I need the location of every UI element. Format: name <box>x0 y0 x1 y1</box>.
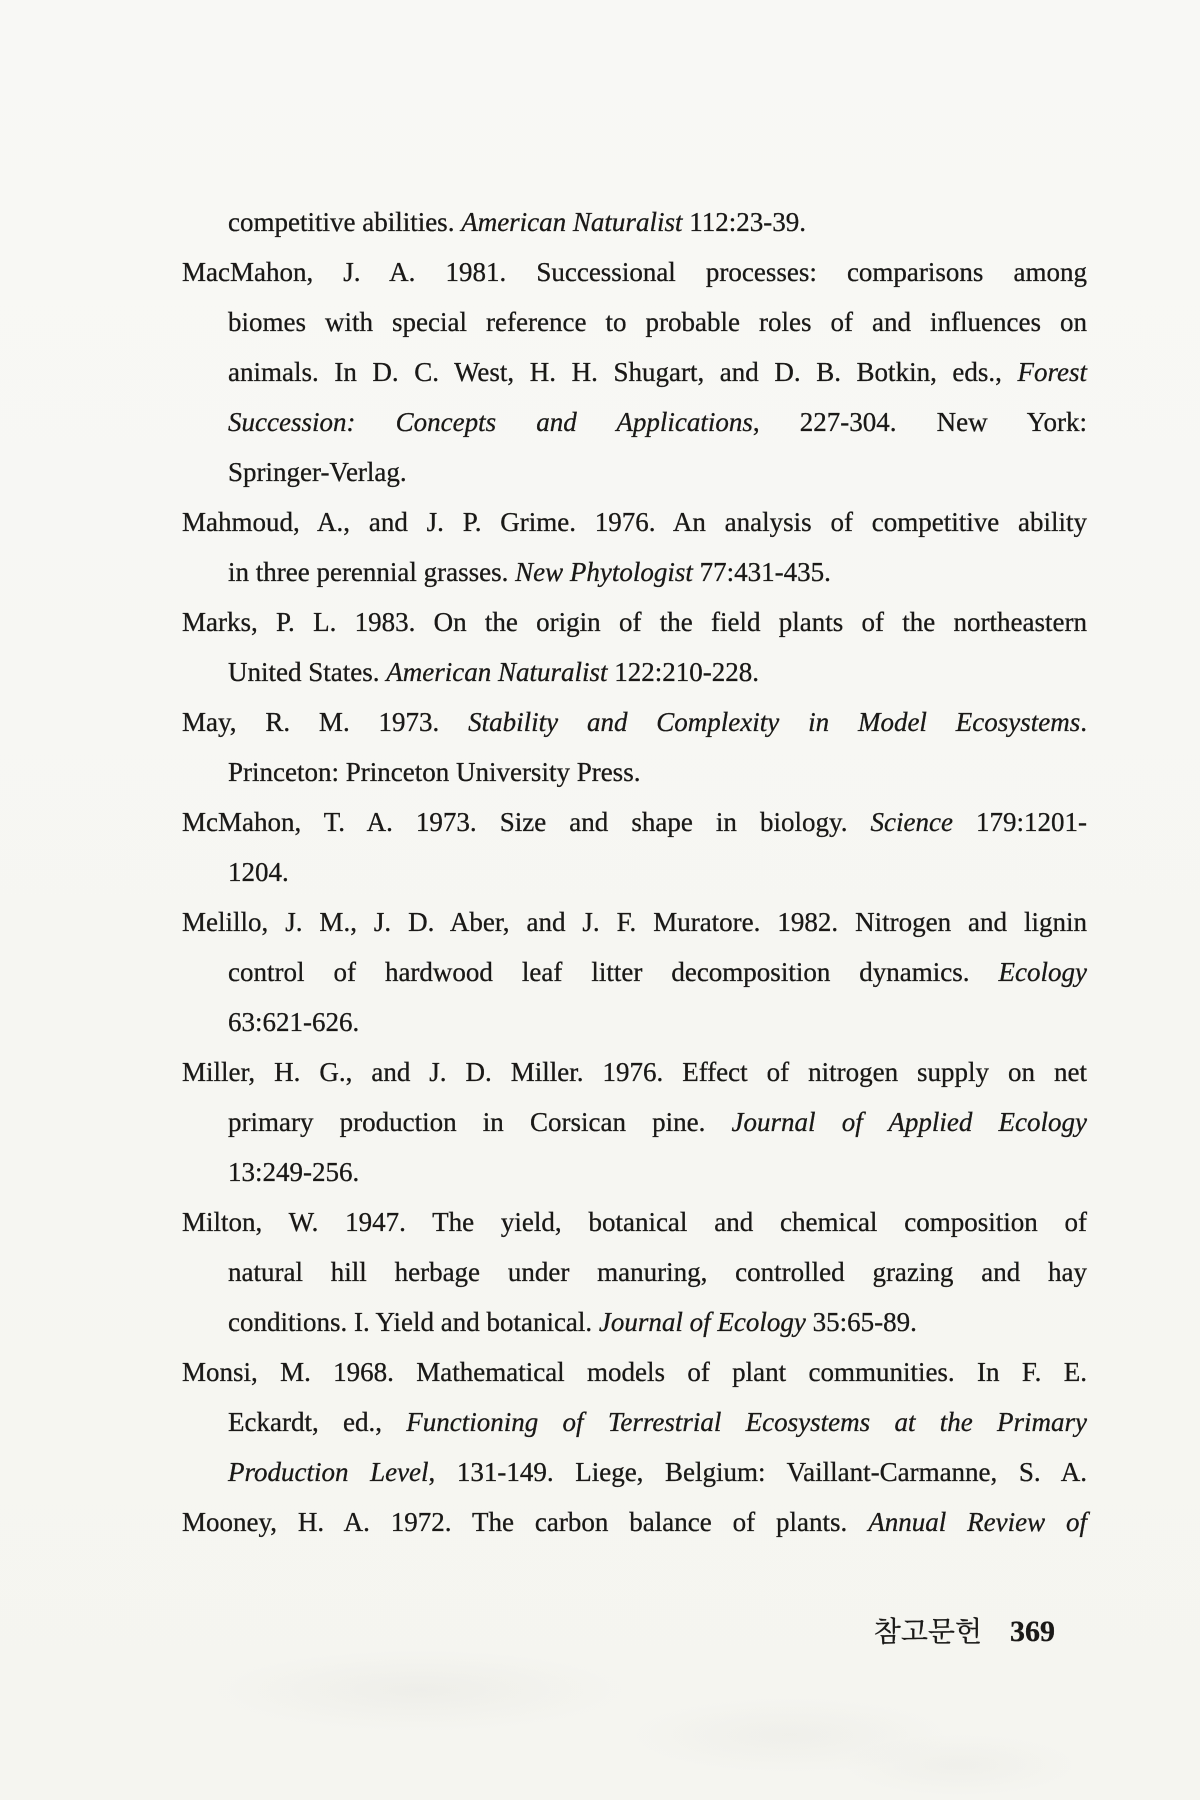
text-segment: 1204. <box>228 857 289 887</box>
italic-text-segment: Forest <box>1017 357 1087 387</box>
reference-entry <box>182 1497 1087 1547</box>
italic-text-segment: Functioning of Terrestrial Ecosystems at the Primary <box>406 1407 1088 1437</box>
reference-line <box>182 1247 1087 1297</box>
italic-text-segment: Journal of Applied Ecology <box>731 1107 1087 1137</box>
italic-text-segment: Science <box>870 807 953 837</box>
text-segment: Princeton: Princeton University Press. <box>228 757 641 787</box>
reference-line <box>182 1147 1087 1197</box>
reference-entry <box>182 697 1087 797</box>
reference-line <box>182 447 1087 497</box>
reference-line <box>182 897 1087 947</box>
reference-line <box>182 197 1087 247</box>
reference-line <box>182 247 1087 297</box>
reference-entry <box>182 897 1087 1047</box>
reference-line <box>182 1447 1087 1497</box>
italic-text-segment: American Naturalist <box>461 207 683 237</box>
text-segment: , 131-149. Liege, Belgium: Vaillant-Carmanne, S. A. <box>428 1457 1087 1487</box>
text-segment: May, R. M. 1973. <box>182 707 469 737</box>
reference-line <box>182 1047 1087 1097</box>
text-segment: . <box>1080 707 1087 737</box>
text-segment: conditions. I. Yield and botanical. <box>228 1307 599 1337</box>
text-segment: Milton, W. 1947. The yield, botanical and chemical composition of <box>182 1207 1087 1237</box>
italic-text-segment: Journal of Ecology <box>598 1307 806 1337</box>
italic-text-segment: New Phytologist <box>515 557 693 587</box>
reference-line <box>182 1497 1087 1547</box>
italic-text-segment: Stability and Complexity in Model Ecosystems <box>468 707 1081 737</box>
text-segment: primary production in Corsican pine. <box>228 1107 732 1137</box>
reference-entry <box>182 497 1087 597</box>
reference-line <box>182 647 1087 697</box>
text-segment: biomes with special reference to probable roles of and influences on <box>228 307 1087 337</box>
text-segment: 179:1201- <box>952 807 1087 837</box>
reference-line <box>182 347 1087 397</box>
reference-entry <box>182 597 1087 697</box>
text-segment: control of hardwood leaf litter decomposition dynamics. <box>228 957 999 987</box>
text-segment: 122:210-228. <box>607 657 759 687</box>
text-segment: in three perennial grasses. <box>228 557 516 587</box>
reference-line <box>182 747 1087 797</box>
reference-line <box>182 797 1087 847</box>
text-segment: Mooney, H. A. 1972. The carbon balance of plants. <box>182 1507 869 1537</box>
text-segment: 112:23-39. <box>682 207 806 237</box>
reference-line <box>182 1197 1087 1247</box>
text-segment: 63:621-626. <box>228 1007 360 1037</box>
text-segment: natural hill herbage under manuring, controlled grazing and hay <box>228 1257 1087 1287</box>
text-segment: Melillo, J. M., J. D. Aber, and J. F. Muratore. 1982. Nitrogen and lignin <box>182 907 1087 937</box>
footer <box>874 1612 1055 1653</box>
references-list <box>182 197 1087 1547</box>
text-segment: Marks, P. L. 1983. On the origin of the field plants of the northeastern <box>182 607 1087 637</box>
italic-text-segment: American Naturalist <box>386 657 608 687</box>
italic-text-segment: Succession: Concepts and Applications <box>228 407 753 437</box>
reference-line <box>182 1097 1087 1147</box>
text-segment: Eckardt, ed., <box>228 1407 407 1437</box>
reference-line <box>182 397 1087 447</box>
reference-line <box>182 847 1087 897</box>
reference-line <box>182 1297 1087 1347</box>
text-segment: 35:65-89. <box>805 1307 917 1337</box>
reference-entry <box>182 1047 1087 1197</box>
text-segment: Springer-Verlag. <box>228 457 407 487</box>
reference-line <box>182 497 1087 547</box>
footer-section-label: 참고문헌 <box>873 1617 982 1648</box>
text-segment: McMahon, T. A. 1973. Size and shape in biology. <box>182 807 871 837</box>
text-segment: 77:431-435. <box>692 557 831 587</box>
footer-page-number: 369 <box>1010 1615 1055 1648</box>
text-segment: MacMahon, J. A. 1981. Successional processes: comparisons among <box>182 257 1087 287</box>
text-segment: competitive abilities. <box>228 207 462 237</box>
reference-entry <box>182 1197 1087 1347</box>
reference-line <box>182 947 1087 997</box>
reference-entry <box>182 197 1087 247</box>
italic-text-segment: Ecology <box>998 957 1087 987</box>
text-segment: Miller, H. G., and J. D. Miller. 1976. Effect of nitrogen supply on net <box>182 1057 1087 1087</box>
reference-line <box>182 297 1087 347</box>
text-segment: animals. In D. C. West, H. H. Shugart, and D. B. Botkin, eds., <box>228 357 1018 387</box>
text-segment: 13:249-256. <box>228 1157 360 1187</box>
reference-line <box>182 697 1087 747</box>
reference-line <box>182 1347 1087 1397</box>
reference-entry <box>182 1347 1087 1497</box>
text-segment: , 227-304. New York: <box>752 407 1087 437</box>
text-segment: Monsi, M. 1968. Mathematical models of plant communities. In F. E. <box>182 1357 1087 1387</box>
italic-text-segment: Annual Review of <box>868 1507 1088 1537</box>
reference-line <box>182 1397 1087 1447</box>
reference-entry <box>182 247 1087 497</box>
reference-entry <box>182 797 1087 897</box>
reference-line <box>182 997 1087 1047</box>
reference-line <box>182 597 1087 647</box>
reference-line <box>182 547 1087 597</box>
italic-text-segment: Production Level <box>228 1457 429 1487</box>
text-segment: United States. <box>228 657 387 687</box>
text-segment: Mahmoud, A., and J. P. Grime. 1976. An analysis of competitive ability <box>182 507 1087 537</box>
